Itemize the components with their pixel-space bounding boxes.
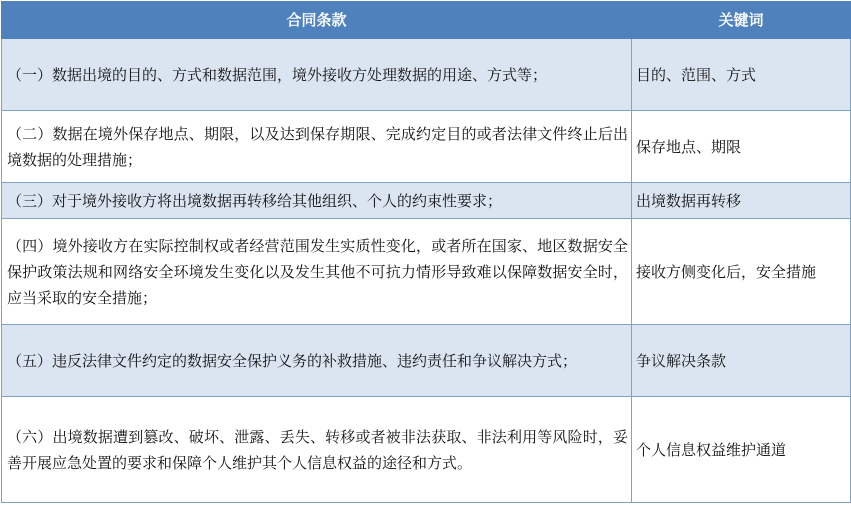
contract-clauses-table (1, 1, 851, 503)
table-row (2, 325, 851, 397)
clause-cell: （六）出境数据遭到篡改、破坏、泄露、丢失、转移或者被非法获取、非法利用等风险时，妥善开展应急处置的要求和保障个人维护其个人信息权益的途径和方式。 (2, 397, 632, 503)
keyword-cell: 个人信息权益维护通道 (632, 397, 851, 503)
keyword-cell: 保存地点、期限 (632, 111, 851, 183)
table-row (2, 219, 851, 325)
table-header-row (2, 2, 851, 39)
table-row (2, 39, 851, 111)
keyword-cell: 目的、范围、方式 (632, 39, 851, 111)
clause-cell: （四）境外接收方在实际控制权或者经营范围发生实质性变化，或者所在国家、地区数据安全保护政策法规和网络安全环境发生变化以及发生其他不可抗力情形导致难以保障数据安全时，应当采取的安全措施； (2, 219, 632, 325)
clause-cell: （一）数据出境的目的、方式和数据范围，境外接收方处理数据的用途、方式等； (2, 39, 632, 111)
table-row (2, 111, 851, 183)
column-header-clause: 合同条款 (2, 2, 632, 39)
clause-cell: （三）对于境外接收方将出境数据再转移给其他组织、个人的约束性要求； (2, 183, 632, 219)
table-row (2, 183, 851, 219)
table-row (2, 397, 851, 503)
column-header-keyword: 关键词 (632, 2, 851, 39)
keyword-cell: 出境数据再转移 (632, 183, 851, 219)
keyword-cell: 争议解决条款 (632, 325, 851, 397)
clause-cell: （二）数据在境外保存地点、期限，以及达到保存期限、完成约定目的或者法律文件终止后出境数据的处理措施； (2, 111, 632, 183)
clause-cell: （五）违反法律文件约定的数据安全保护义务的补救措施、违约责任和争议解决方式； (2, 325, 632, 397)
keyword-cell: 接收方侧变化后，安全措施 (632, 219, 851, 325)
